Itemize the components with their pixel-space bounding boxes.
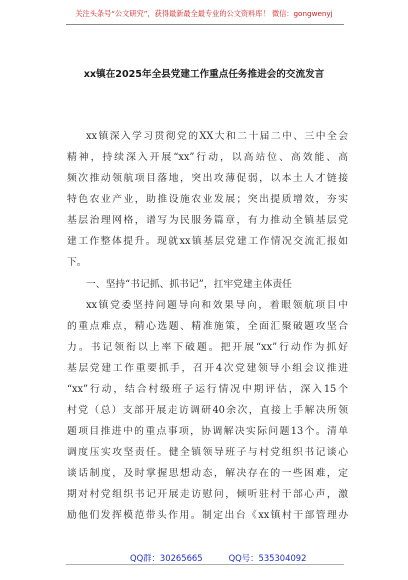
body-line: “xx”行动，结合村级班子运行情况中期评估，深入15个 (67, 384, 348, 395)
qq-account-number: QQ号：535304092 (228, 553, 307, 563)
body-line: 下。 (67, 257, 87, 268)
document-title: xx镇在2025年全县党建工作重点任务推进会的交流发言 (83, 69, 325, 80)
qq-group-number: QQ群：30265665 (130, 553, 203, 563)
body-line: 期对村党组织书记开展走访慰问，倾听驻村干部心声，激 (67, 489, 348, 500)
body-line: 基层党建工作重要抓手，召开4次党建领导小组会议推进 (67, 363, 348, 374)
body-line: 调度压实攻坚责任。健全镇领导班子与村党组织书记谈心 (67, 447, 348, 458)
body-line: 谈话制度，及时掌握思想动态，解决存在的一些困难，定 (67, 468, 348, 479)
body-line: 力。书记领衔以上率下破题。把开展“xx”行动作为抓好 (67, 342, 348, 353)
body-line: xx镇党委坚持问题导向和效果导向，着眼领航项目中 (86, 300, 348, 311)
section-heading: 一、坚持“书记抓、抓书记”，扛牢党建主体责任 (86, 279, 292, 290)
promo-banner: 关注头条号“公文研究”，获得最新最全最专业的公文资料库！ 微信：gongwenyj (75, 9, 333, 18)
body-line: 村党（总）支部开展走访调研40余次，直接上手解决所领 (67, 405, 348, 416)
footer-divider (66, 564, 344, 565)
body-line: 建工作整体提升。现就xx镇基层党建工作情况交流汇报如 (67, 236, 348, 247)
body-line: 频次推动领航项目落地，突出攻薄促弱，以本土人才链接 (67, 173, 348, 184)
body-line: 题项目推进中的重点事项，协调解决实际问题13个。清单 (67, 426, 348, 437)
body-line: 的重点难点，精心选题、精准施策，全面汇聚破题攻坚合 (67, 321, 348, 332)
body-line: 特色农业产业，助推设施农业发展；突出提质增效，夯实 (67, 194, 348, 205)
header-divider (66, 24, 344, 25)
body-line: 精神，持续深入开展“xx”行动，以高站位、高效能、高 (67, 152, 348, 163)
contact-footer (130, 552, 306, 564)
body-line: 基层治理网格，谱写为民服务篇章，有力推动全镇基层党 (67, 215, 348, 226)
body-line: xx镇深入学习贯彻党的XX大和二十届二中、三中全会 (86, 131, 348, 142)
body-line: 励他们发挥模范带头作用。制定出台《xx镇村干部管理办 (67, 510, 348, 521)
